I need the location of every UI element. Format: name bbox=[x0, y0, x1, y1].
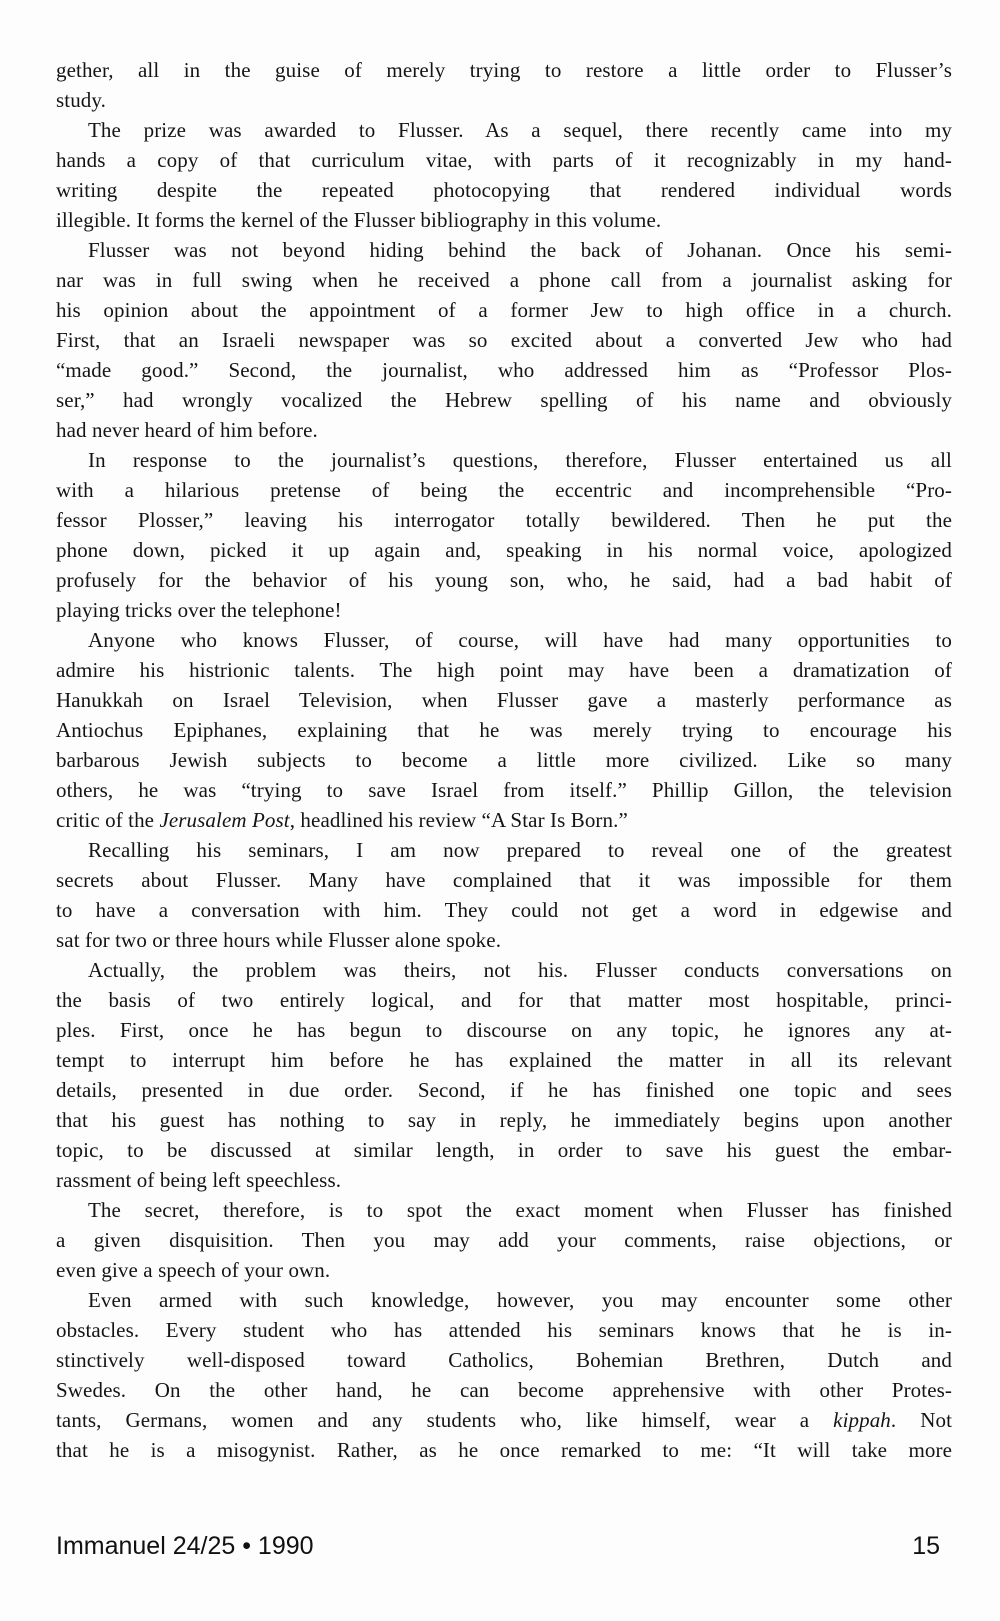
text-segment: Swedes. On the other hand, he can become apprehensive with other Protes- bbox=[56, 1378, 952, 1402]
text-segment: tempt to interrupt him before he has explained the matter in all its relevant bbox=[56, 1048, 952, 1072]
text-line bbox=[56, 505, 952, 535]
text-line bbox=[56, 595, 952, 625]
text-line bbox=[56, 1255, 952, 1285]
text-line bbox=[56, 325, 952, 355]
text-segment: Even armed with such knowledge, however, you may encounter some other bbox=[88, 1288, 952, 1312]
text-line bbox=[56, 565, 952, 595]
text-segment: a given disquisition. Then you may add your comments, raise objections, or bbox=[56, 1228, 952, 1252]
text-line bbox=[56, 205, 952, 235]
text-segment: The secret, therefore, is to spot the exact moment when Flusser has finished bbox=[88, 1198, 952, 1222]
italic-text-segment: kippah bbox=[833, 1408, 891, 1432]
text-line bbox=[56, 415, 952, 445]
text-segment: tants, Germans, women and any students who, like himself, wear a bbox=[56, 1408, 834, 1432]
text-line bbox=[56, 685, 952, 715]
text-line bbox=[56, 865, 952, 895]
text-line bbox=[56, 775, 952, 805]
text-segment: Anyone who knows Flusser, of course, will have had many opportunities to bbox=[88, 628, 952, 652]
text-segment: In response to the journalist’s questions, therefore, Flusser entertained us all bbox=[88, 448, 952, 472]
text-line bbox=[56, 715, 952, 745]
text-line bbox=[56, 385, 952, 415]
text-segment: Actually, the problem was theirs, not his. Flusser conducts conversations on bbox=[88, 958, 952, 982]
text-segment: others, he was “trying to save Israel from itself.” Phillip Gillon, the television bbox=[56, 778, 952, 802]
text-segment: had never heard of him before. bbox=[56, 418, 318, 442]
text-segment: the basis of two entirely logical, and for that matter most hospitable, princi- bbox=[56, 988, 952, 1012]
text-line bbox=[56, 1225, 952, 1255]
text-line bbox=[56, 475, 952, 505]
page-body bbox=[56, 55, 952, 1465]
text-segment: rassment of being left speechless. bbox=[56, 1168, 342, 1192]
text-segment: , headlined his review “A Star Is Born.” bbox=[289, 808, 628, 832]
text-segment: admire his histrionic talents. The high point may have been a dramatization of bbox=[56, 658, 952, 682]
text-segment: topic, to be discussed at similar length, in order to save his guest the embar- bbox=[56, 1138, 952, 1162]
text-line bbox=[56, 145, 952, 175]
text-segment: gether, all in the guise of merely trying to restore a little order to Flusser’s bbox=[56, 58, 952, 82]
text-segment: details, presented in due order. Second, if he has finished one topic and sees bbox=[56, 1078, 952, 1102]
text-line bbox=[56, 1435, 952, 1465]
text-line bbox=[56, 1345, 952, 1375]
text-segment: ples. First, once he has begun to discourse on any topic, he ignores any at- bbox=[56, 1018, 952, 1042]
text-segment: writing despite the repeated photocopying that rendered individual words bbox=[56, 178, 952, 202]
footer-page-number: 15 bbox=[912, 1532, 940, 1560]
text-line bbox=[56, 235, 952, 265]
text-segment: to have a conversation with him. They could not get a word in edgewise and bbox=[56, 898, 952, 922]
italic-text-segment: Jerusalem Post bbox=[159, 808, 290, 832]
text-segment: study. bbox=[56, 88, 106, 112]
text-segment: Hanukkah on Israel Television, when Flusser gave a masterly performance as bbox=[56, 688, 952, 712]
text-segment: First, that an Israeli newspaper was so excited about a converted Jew who had bbox=[56, 328, 952, 352]
text-segment: profusely for the behavior of his young son, who, he said, had a bad habit of bbox=[56, 568, 952, 592]
text-segment: secrets about Flusser. Many have complained that it was impossible for them bbox=[56, 868, 952, 892]
text-line bbox=[56, 1135, 952, 1165]
text-segment: nar was in full swing when he received a phone call from a journalist asking for bbox=[56, 268, 952, 292]
text-segment: . Not bbox=[890, 1408, 952, 1432]
text-line bbox=[56, 1045, 952, 1075]
text-segment: The prize was awarded to Flusser. As a sequel, there recently came into my bbox=[88, 118, 952, 142]
text-segment: Flusser was not beyond hiding behind the back of Johanan. Once his semi- bbox=[88, 238, 952, 262]
text-line bbox=[56, 1105, 952, 1135]
text-line bbox=[56, 175, 952, 205]
page-footer bbox=[56, 1531, 940, 1561]
text-line bbox=[56, 115, 952, 145]
text-segment: ser,” had wrongly vocalized the Hebrew spelling of his name and obviously bbox=[56, 388, 952, 412]
text-line bbox=[56, 85, 952, 115]
text-line bbox=[56, 655, 952, 685]
text-line bbox=[56, 1285, 952, 1315]
text-line bbox=[56, 1165, 952, 1195]
text-segment: Antiochus Epiphanes, explaining that he was merely trying to encourage his bbox=[56, 718, 952, 742]
text-segment: illegible. It forms the kernel of the Flusser bibliography in this volume. bbox=[56, 208, 662, 232]
text-segment: critic of the bbox=[56, 808, 160, 832]
text-segment: hands a copy of that curriculum vitae, with parts of it recognizably in my hand- bbox=[56, 148, 952, 172]
text-line bbox=[56, 1315, 952, 1345]
text-line bbox=[56, 295, 952, 325]
text-line bbox=[56, 535, 952, 565]
text-segment: phone down, picked it up again and, speaking in his normal voice, apologized bbox=[56, 538, 952, 562]
text-line bbox=[56, 805, 952, 835]
text-segment: playing tricks over the telephone! bbox=[56, 598, 342, 622]
text-segment: Recalling his seminars, I am now prepared to reveal one of the greatest bbox=[88, 838, 952, 862]
text-line bbox=[56, 955, 952, 985]
text-line bbox=[56, 355, 952, 385]
text-line bbox=[56, 1375, 952, 1405]
text-segment: that his guest has nothing to say in reply, he immediately begins upon another bbox=[56, 1108, 952, 1132]
text-line bbox=[56, 265, 952, 295]
text-line bbox=[56, 1195, 952, 1225]
text-line bbox=[56, 55, 952, 85]
text-line bbox=[56, 1015, 952, 1045]
text-line bbox=[56, 835, 952, 865]
text-line bbox=[56, 985, 952, 1015]
text-line bbox=[56, 895, 952, 925]
text-segment: barbarous Jewish subjects to become a little more civilized. Like so many bbox=[56, 748, 952, 772]
text-segment: obstacles. Every student who has attended his seminars knows that he is in- bbox=[56, 1318, 952, 1342]
text-segment: stinctively well-disposed toward Catholics, Bohemian Brethren, Dutch and bbox=[56, 1348, 952, 1372]
text-line bbox=[56, 1405, 952, 1435]
text-line bbox=[56, 1075, 952, 1105]
text-line bbox=[56, 925, 952, 955]
text-line bbox=[56, 625, 952, 655]
text-segment: sat for two or three hours while Flusser alone spoke. bbox=[56, 928, 502, 952]
text-segment: even give a speech of your own. bbox=[56, 1258, 331, 1282]
text-segment: that he is a misogynist. Rather, as he once remarked to me: “It will take more bbox=[56, 1438, 952, 1462]
text-line bbox=[56, 745, 952, 775]
text-segment: with a hilarious pretense of being the eccentric and incomprehensible “Pro- bbox=[56, 478, 952, 502]
text-segment: his opinion about the appointment of a former Jew to high office in a church. bbox=[56, 298, 952, 322]
text-line bbox=[56, 445, 952, 475]
text-segment: fessor Plosser,” leaving his interrogator totally bewildered. Then he put the bbox=[56, 508, 952, 532]
text-segment: “made good.” Second, the journalist, who addressed him as “Professor Plos- bbox=[56, 358, 952, 382]
footer-journal-label: Immanuel 24/25 • 1990 bbox=[56, 1532, 314, 1560]
